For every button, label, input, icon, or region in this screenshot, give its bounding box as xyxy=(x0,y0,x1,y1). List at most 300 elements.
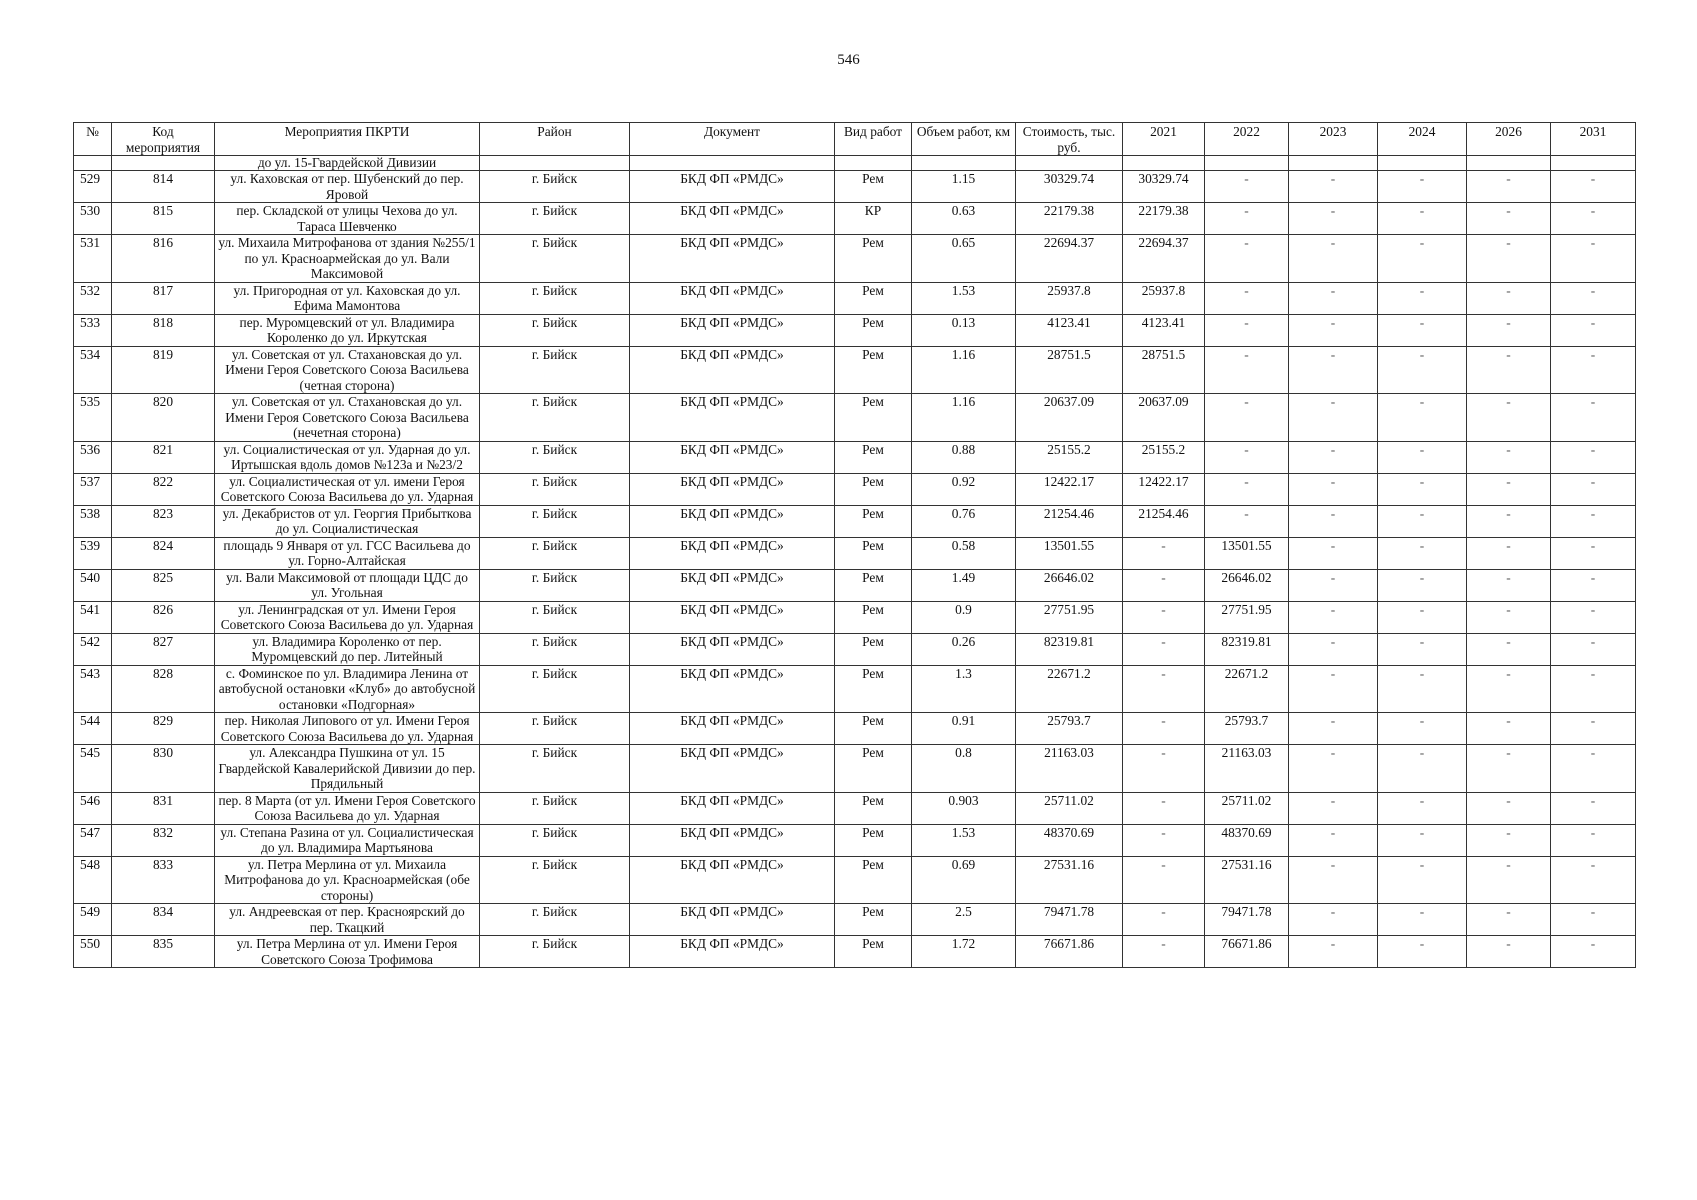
cost: 22671.2 xyxy=(1016,665,1123,713)
table-row xyxy=(74,904,1636,936)
table-row xyxy=(74,936,1636,968)
event-name: ул. Степана Разина от ул. Социалистическая до ул. Владимира Мартьянова xyxy=(215,824,480,856)
header-cost: Стоимость, тыс. руб. xyxy=(1016,123,1123,156)
year-2023-value: - xyxy=(1289,505,1378,537)
year-2022-value: 22671.2 xyxy=(1205,665,1289,713)
work-volume: 1.3 xyxy=(912,665,1016,713)
header-year-2021: 2021 xyxy=(1123,123,1205,156)
table-row xyxy=(74,537,1636,569)
district: г. Бийск xyxy=(480,314,630,346)
year-2026-value: - xyxy=(1467,394,1551,442)
event-name: ул. Александра Пушкина от ул. 15 Гвардейской Кавалерийской Дивизии до пер. Прядильный xyxy=(215,745,480,793)
document: БКД ФП «РМДС» xyxy=(630,537,835,569)
document: БКД ФП «РМДС» xyxy=(630,633,835,665)
year-2023-value: - xyxy=(1289,441,1378,473)
document: БКД ФП «РМДС» xyxy=(630,171,835,203)
year-2023-value: - xyxy=(1289,936,1378,968)
header-year-2026: 2026 xyxy=(1467,123,1551,156)
cost: 25937.8 xyxy=(1016,282,1123,314)
work-volume: 1.16 xyxy=(912,346,1016,394)
event-name: ул. Михаила Митрофанова от здания №255/1 по ул. Красноармейская до ул. Вали Максимовой xyxy=(215,235,480,283)
district: г. Бийск xyxy=(480,824,630,856)
year-2024-value: - xyxy=(1378,394,1467,442)
work-volume: 1.15 xyxy=(912,171,1016,203)
continuation-event: до ул. 15-Гвардейской Дивизии xyxy=(215,156,480,171)
cost: 82319.81 xyxy=(1016,633,1123,665)
work-type: Рем xyxy=(835,505,912,537)
year-2024-value: - xyxy=(1378,936,1467,968)
year-2021-value: - xyxy=(1123,856,1205,904)
work-type: Рем xyxy=(835,537,912,569)
document: БКД ФП «РМДС» xyxy=(630,346,835,394)
event-code: 825 xyxy=(112,569,215,601)
district: г. Бийск xyxy=(480,713,630,745)
table-row xyxy=(74,394,1636,442)
year-2022-value: 25711.02 xyxy=(1205,792,1289,824)
year-2023-value: - xyxy=(1289,904,1378,936)
year-2023-value: - xyxy=(1289,665,1378,713)
event-code: 834 xyxy=(112,904,215,936)
year-2022-value: 27751.95 xyxy=(1205,601,1289,633)
year-2031-value: - xyxy=(1551,473,1636,505)
event-name: пер. 8 Марта (от ул. Имени Героя Советского Союза Васильева до ул. Ударная xyxy=(215,792,480,824)
row-number: 541 xyxy=(74,601,112,633)
year-2026-value: - xyxy=(1467,505,1551,537)
cost: 25155.2 xyxy=(1016,441,1123,473)
year-2021-value: 22694.37 xyxy=(1123,235,1205,283)
year-2024-value: - xyxy=(1378,314,1467,346)
event-name: ул. Социалистическая от ул. имени Героя Советского Союза Васильева до ул. Ударная xyxy=(215,473,480,505)
year-2031-value: - xyxy=(1551,792,1636,824)
document: БКД ФП «РМДС» xyxy=(630,665,835,713)
event-name: пер. Муромцевский от ул. Владимира Короленко до ул. Иркутская xyxy=(215,314,480,346)
year-2022-value: - xyxy=(1205,282,1289,314)
event-code: 830 xyxy=(112,745,215,793)
year-2026-value: - xyxy=(1467,713,1551,745)
year-2031-value: - xyxy=(1551,824,1636,856)
work-type: Рем xyxy=(835,171,912,203)
year-2023-value: - xyxy=(1289,394,1378,442)
row-number: 548 xyxy=(74,856,112,904)
document: БКД ФП «РМДС» xyxy=(630,282,835,314)
year-2021-value: - xyxy=(1123,665,1205,713)
event-name: ул. Социалистическая от ул. Ударная до ул. Иртышская вдоль домов №123а и №23/2 xyxy=(215,441,480,473)
row-number: 540 xyxy=(74,569,112,601)
row-number: 547 xyxy=(74,824,112,856)
year-2026-value: - xyxy=(1467,441,1551,473)
year-2021-value: 25155.2 xyxy=(1123,441,1205,473)
row-number: 537 xyxy=(74,473,112,505)
year-2024-value: - xyxy=(1378,824,1467,856)
year-2023-value: - xyxy=(1289,745,1378,793)
year-2023-value: - xyxy=(1289,633,1378,665)
document: БКД ФП «РМДС» xyxy=(630,904,835,936)
work-type: Рем xyxy=(835,936,912,968)
cost: 27531.16 xyxy=(1016,856,1123,904)
year-2021-value: 30329.74 xyxy=(1123,171,1205,203)
year-2024-value: - xyxy=(1378,792,1467,824)
district: г. Бийск xyxy=(480,537,630,569)
document: БКД ФП «РМДС» xyxy=(630,473,835,505)
year-2022-value: - xyxy=(1205,441,1289,473)
year-2021-value: - xyxy=(1123,792,1205,824)
year-2023-value: - xyxy=(1289,569,1378,601)
district: г. Бийск xyxy=(480,745,630,793)
district: г. Бийск xyxy=(480,171,630,203)
row-number: 544 xyxy=(74,713,112,745)
year-2024-value: - xyxy=(1378,713,1467,745)
year-2023-value: - xyxy=(1289,537,1378,569)
work-type: Рем xyxy=(835,713,912,745)
year-2026-value: - xyxy=(1467,171,1551,203)
year-2021-value: - xyxy=(1123,745,1205,793)
year-2023-value: - xyxy=(1289,601,1378,633)
year-2031-value: - xyxy=(1551,856,1636,904)
event-name: ул. Петра Мерлина от ул. Михаила Митрофанова до ул. Красноармейская (обе стороны) xyxy=(215,856,480,904)
year-2022-value: - xyxy=(1205,505,1289,537)
event-code: 835 xyxy=(112,936,215,968)
year-2022-value: - xyxy=(1205,346,1289,394)
document: БКД ФП «РМДС» xyxy=(630,441,835,473)
year-2022-value: - xyxy=(1205,394,1289,442)
header-document: Документ xyxy=(630,123,835,156)
event-code: 814 xyxy=(112,171,215,203)
year-2026-value: - xyxy=(1467,665,1551,713)
year-2021-value: 25937.8 xyxy=(1123,282,1205,314)
cost: 22694.37 xyxy=(1016,235,1123,283)
work-volume: 0.69 xyxy=(912,856,1016,904)
event-name: пер. Складской от улицы Чехова до ул. Тараса Шевченко xyxy=(215,203,480,235)
work-volume: 1.53 xyxy=(912,824,1016,856)
cost: 21163.03 xyxy=(1016,745,1123,793)
road-works-table xyxy=(73,122,1636,968)
work-type: Рем xyxy=(835,282,912,314)
work-type: КР xyxy=(835,203,912,235)
work-type: Рем xyxy=(835,314,912,346)
district: г. Бийск xyxy=(480,904,630,936)
work-volume: 1.53 xyxy=(912,282,1016,314)
year-2031-value: - xyxy=(1551,346,1636,394)
year-2031-value: - xyxy=(1551,569,1636,601)
year-2024-value: - xyxy=(1378,505,1467,537)
year-2026-value: - xyxy=(1467,203,1551,235)
year-2026-value: - xyxy=(1467,824,1551,856)
year-2024-value: - xyxy=(1378,171,1467,203)
year-2022-value: 13501.55 xyxy=(1205,537,1289,569)
year-2031-value: - xyxy=(1551,314,1636,346)
row-number: 538 xyxy=(74,505,112,537)
document: БКД ФП «РМДС» xyxy=(630,792,835,824)
year-2024-value: - xyxy=(1378,235,1467,283)
document: БКД ФП «РМДС» xyxy=(630,824,835,856)
year-2021-value: - xyxy=(1123,904,1205,936)
year-2031-value: - xyxy=(1551,203,1636,235)
year-2031-value: - xyxy=(1551,441,1636,473)
cost: 25711.02 xyxy=(1016,792,1123,824)
header-year-2024: 2024 xyxy=(1378,123,1467,156)
table-row xyxy=(74,569,1636,601)
event-name: с. Фоминское по ул. Владимира Ленина от автобусной остановки «Клуб» до автобусной остановки «Подгорная» xyxy=(215,665,480,713)
work-type: Рем xyxy=(835,904,912,936)
year-2022-value: - xyxy=(1205,235,1289,283)
work-type: Рем xyxy=(835,473,912,505)
year-2026-value: - xyxy=(1467,282,1551,314)
work-type: Рем xyxy=(835,745,912,793)
event-code: 831 xyxy=(112,792,215,824)
header-year-2031: 2031 xyxy=(1551,123,1636,156)
event-name: ул. Декабристов от ул. Георгия Прибыткова до ул. Социалистическая xyxy=(215,505,480,537)
page-number: 546 xyxy=(837,52,860,68)
year-2031-value: - xyxy=(1551,171,1636,203)
event-code: 819 xyxy=(112,346,215,394)
cost: 22179.38 xyxy=(1016,203,1123,235)
work-volume: 0.92 xyxy=(912,473,1016,505)
cost: 20637.09 xyxy=(1016,394,1123,442)
year-2026-value: - xyxy=(1467,569,1551,601)
event-name: ул. Советская от ул. Стахановская до ул. Имени Героя Советского Союза Васильева (четная сторона) xyxy=(215,346,480,394)
year-2024-value: - xyxy=(1378,633,1467,665)
work-volume: 0.63 xyxy=(912,203,1016,235)
year-2023-value: - xyxy=(1289,473,1378,505)
event-name: ул. Владимира Короленко от пер. Муромцевский до пер. Литейный xyxy=(215,633,480,665)
work-volume: 0.91 xyxy=(912,713,1016,745)
year-2024-value: - xyxy=(1378,601,1467,633)
event-code: 832 xyxy=(112,824,215,856)
row-number: 549 xyxy=(74,904,112,936)
event-code: 824 xyxy=(112,537,215,569)
row-number: 532 xyxy=(74,282,112,314)
table-row xyxy=(74,601,1636,633)
cost: 12422.17 xyxy=(1016,473,1123,505)
cost: 30329.74 xyxy=(1016,171,1123,203)
work-volume: 0.8 xyxy=(912,745,1016,793)
row-number: 545 xyxy=(74,745,112,793)
year-2023-value: - xyxy=(1289,171,1378,203)
row-number: 543 xyxy=(74,665,112,713)
event-name: ул. Вали Максимовой от площади ЦДС до ул. Угольная xyxy=(215,569,480,601)
year-2022-value: - xyxy=(1205,314,1289,346)
year-2023-value: - xyxy=(1289,792,1378,824)
continuation-row xyxy=(74,156,1636,171)
district: г. Бийск xyxy=(480,856,630,904)
district: г. Бийск xyxy=(480,394,630,442)
district: г. Бийск xyxy=(480,569,630,601)
cost: 21254.46 xyxy=(1016,505,1123,537)
header-year-2022: 2022 xyxy=(1205,123,1289,156)
year-2031-value: - xyxy=(1551,394,1636,442)
work-volume: 0.65 xyxy=(912,235,1016,283)
year-2024-value: - xyxy=(1378,665,1467,713)
year-2026-value: - xyxy=(1467,904,1551,936)
event-code: 815 xyxy=(112,203,215,235)
year-2022-value: 79471.78 xyxy=(1205,904,1289,936)
cost: 76671.86 xyxy=(1016,936,1123,968)
cost: 27751.95 xyxy=(1016,601,1123,633)
district: г. Бийск xyxy=(480,235,630,283)
district: г. Бийск xyxy=(480,282,630,314)
event-code: 833 xyxy=(112,856,215,904)
work-volume: 1.72 xyxy=(912,936,1016,968)
header-number: № xyxy=(74,123,112,156)
year-2022-value: - xyxy=(1205,203,1289,235)
document: БКД ФП «РМДС» xyxy=(630,203,835,235)
year-2031-value: - xyxy=(1551,904,1636,936)
row-number: 533 xyxy=(74,314,112,346)
year-2026-value: - xyxy=(1467,473,1551,505)
table-row xyxy=(74,713,1636,745)
cost: 25793.7 xyxy=(1016,713,1123,745)
table-row xyxy=(74,171,1636,203)
year-2026-value: - xyxy=(1467,633,1551,665)
year-2022-value: 27531.16 xyxy=(1205,856,1289,904)
year-2026-value: - xyxy=(1467,936,1551,968)
event-code: 827 xyxy=(112,633,215,665)
district: г. Бийск xyxy=(480,505,630,537)
year-2026-value: - xyxy=(1467,314,1551,346)
work-type: Рем xyxy=(835,601,912,633)
work-type: Рем xyxy=(835,856,912,904)
document: БКД ФП «РМДС» xyxy=(630,713,835,745)
year-2021-value: - xyxy=(1123,537,1205,569)
year-2023-value: - xyxy=(1289,282,1378,314)
cost: 48370.69 xyxy=(1016,824,1123,856)
year-2022-value: 26646.02 xyxy=(1205,569,1289,601)
table-row xyxy=(74,745,1636,793)
event-name: ул. Андреевская от пер. Красноярский до пер. Ткацкий xyxy=(215,904,480,936)
year-2023-value: - xyxy=(1289,824,1378,856)
row-number: 530 xyxy=(74,203,112,235)
year-2023-value: - xyxy=(1289,203,1378,235)
work-volume: 0.58 xyxy=(912,537,1016,569)
document: БКД ФП «РМДС» xyxy=(630,314,835,346)
table-row xyxy=(74,473,1636,505)
work-volume: 2.5 xyxy=(912,904,1016,936)
work-type: Рем xyxy=(835,441,912,473)
work-volume: 0.76 xyxy=(912,505,1016,537)
table-row xyxy=(74,314,1636,346)
work-volume: 0.13 xyxy=(912,314,1016,346)
year-2022-value: 82319.81 xyxy=(1205,633,1289,665)
cost: 4123.41 xyxy=(1016,314,1123,346)
year-2021-value: 12422.17 xyxy=(1123,473,1205,505)
document: БКД ФП «РМДС» xyxy=(630,235,835,283)
year-2031-value: - xyxy=(1551,745,1636,793)
row-number: 539 xyxy=(74,537,112,569)
year-2024-value: - xyxy=(1378,473,1467,505)
year-2021-value: - xyxy=(1123,601,1205,633)
year-2022-value: 21163.03 xyxy=(1205,745,1289,793)
event-name: ул. Петра Мерлина от ул. Имени Героя Советского Союза Трофимова xyxy=(215,936,480,968)
year-2031-value: - xyxy=(1551,282,1636,314)
year-2021-value: 22179.38 xyxy=(1123,203,1205,235)
year-2031-value: - xyxy=(1551,665,1636,713)
row-number: 536 xyxy=(74,441,112,473)
year-2023-value: - xyxy=(1289,314,1378,346)
cost: 79471.78 xyxy=(1016,904,1123,936)
cost: 26646.02 xyxy=(1016,569,1123,601)
year-2031-value: - xyxy=(1551,537,1636,569)
event-name: площадь 9 Января от ул. ГСС Васильева до ул. Горно-Алтайская xyxy=(215,537,480,569)
work-type: Рем xyxy=(835,394,912,442)
year-2023-value: - xyxy=(1289,235,1378,283)
district: г. Бийск xyxy=(480,792,630,824)
year-2024-value: - xyxy=(1378,441,1467,473)
row-number: 546 xyxy=(74,792,112,824)
year-2024-value: - xyxy=(1378,745,1467,793)
year-2024-value: - xyxy=(1378,282,1467,314)
district: г. Бийск xyxy=(480,441,630,473)
year-2026-value: - xyxy=(1467,601,1551,633)
year-2024-value: - xyxy=(1378,537,1467,569)
year-2024-value: - xyxy=(1378,856,1467,904)
event-code: 828 xyxy=(112,665,215,713)
year-2021-value: - xyxy=(1123,936,1205,968)
year-2024-value: - xyxy=(1378,203,1467,235)
year-2023-value: - xyxy=(1289,346,1378,394)
table-row xyxy=(74,203,1636,235)
event-name: ул. Пригородная от ул. Каховская до ул. Ефима Мамонтова xyxy=(215,282,480,314)
year-2026-value: - xyxy=(1467,856,1551,904)
district: г. Бийск xyxy=(480,601,630,633)
year-2026-value: - xyxy=(1467,537,1551,569)
table-row xyxy=(74,856,1636,904)
year-2021-value: - xyxy=(1123,569,1205,601)
year-2022-value: - xyxy=(1205,171,1289,203)
year-2031-value: - xyxy=(1551,505,1636,537)
work-volume: 0.9 xyxy=(912,601,1016,633)
work-type: Рем xyxy=(835,665,912,713)
district: г. Бийск xyxy=(480,936,630,968)
year-2021-value: - xyxy=(1123,824,1205,856)
work-type: Рем xyxy=(835,346,912,394)
year-2021-value: 4123.41 xyxy=(1123,314,1205,346)
event-code: 816 xyxy=(112,235,215,283)
year-2031-value: - xyxy=(1551,601,1636,633)
district: г. Бийск xyxy=(480,633,630,665)
work-volume: 0.903 xyxy=(912,792,1016,824)
year-2021-value: - xyxy=(1123,633,1205,665)
year-2031-value: - xyxy=(1551,235,1636,283)
year-2022-value: 48370.69 xyxy=(1205,824,1289,856)
district: г. Бийск xyxy=(480,346,630,394)
year-2031-value: - xyxy=(1551,713,1636,745)
work-volume: 1.16 xyxy=(912,394,1016,442)
work-volume: 0.88 xyxy=(912,441,1016,473)
table-row xyxy=(74,824,1636,856)
table-row xyxy=(74,346,1636,394)
year-2026-value: - xyxy=(1467,745,1551,793)
header-year-2023: 2023 xyxy=(1289,123,1378,156)
year-2021-value: - xyxy=(1123,713,1205,745)
district: г. Бийск xyxy=(480,473,630,505)
event-code: 826 xyxy=(112,601,215,633)
document: БКД ФП «РМДС» xyxy=(630,856,835,904)
header-volume: Объем работ, км xyxy=(912,123,1016,156)
row-number: 550 xyxy=(74,936,112,968)
cost: 13501.55 xyxy=(1016,537,1123,569)
document: БКД ФП «РМДС» xyxy=(630,601,835,633)
event-code: 829 xyxy=(112,713,215,745)
document: БКД ФП «РМДС» xyxy=(630,569,835,601)
district: г. Бийск xyxy=(480,203,630,235)
year-2023-value: - xyxy=(1289,856,1378,904)
event-code: 821 xyxy=(112,441,215,473)
header-work-type: Вид работ xyxy=(835,123,912,156)
district: г. Бийск xyxy=(480,665,630,713)
event-code: 817 xyxy=(112,282,215,314)
header-district: Район xyxy=(480,123,630,156)
document: БКД ФП «РМДС» xyxy=(630,505,835,537)
